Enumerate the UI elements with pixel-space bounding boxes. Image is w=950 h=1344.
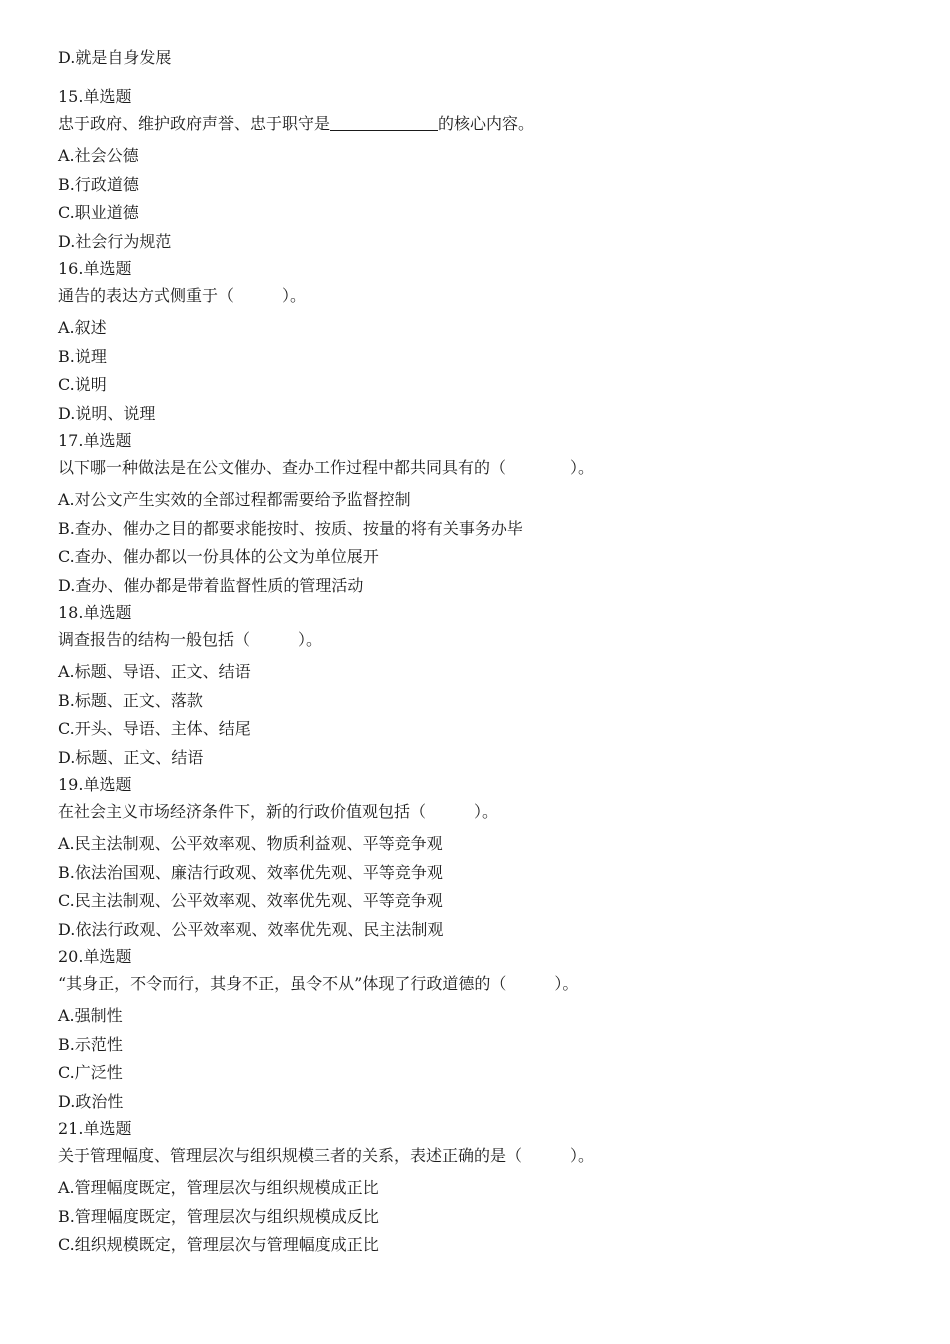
option-a: A.叙述 <box>58 318 107 337</box>
question-number: 16. <box>58 259 84 278</box>
question-stem: 关于管理幅度、管理层次与组织规模三者的关系，表述正确的是（ ）。 <box>58 1146 595 1165</box>
question-type: 单选题 <box>83 259 132 278</box>
option-b: B.行政道德 <box>58 174 139 194</box>
truncated-text: D.就是自身发展 <box>58 48 172 67</box>
question-20 <box>58 944 918 1116</box>
option-d: D.政治性 <box>58 1091 124 1111</box>
option-c: C.职业道德 <box>58 203 139 222</box>
question-19 <box>58 772 918 944</box>
stem-before: 忠于政府、维护政府声誉、忠于职守是 <box>58 114 331 133</box>
question-header <box>58 772 918 797</box>
fill-blank <box>330 114 438 131</box>
question-type: 单选题 <box>83 87 132 106</box>
question-type: 单选题 <box>83 775 132 794</box>
question-stem: 在社会主义市场经济条件下，新的行政价值观包括（ ）。 <box>58 802 499 821</box>
option-b: B.示范性 <box>58 1034 123 1054</box>
option-a: A.对公文产生实效的全部过程都需要给予监督控制 <box>58 490 411 509</box>
stem-after: 的核心内容。 <box>438 114 535 133</box>
option-a: A.管理幅度既定，管理层次与组织规模成正比 <box>58 1178 379 1197</box>
question-stem: 调查报告的结构一般包括（ ）。 <box>58 630 323 649</box>
question-type: 单选题 <box>83 947 132 966</box>
question-number: 20. <box>58 947 84 966</box>
option-b: B.依法治国观、廉洁行政观、效率优先观、平等竞争观 <box>58 862 443 882</box>
question-number: 19. <box>58 775 84 794</box>
question-header <box>58 428 918 453</box>
option-c: C.开头、导语、主体、结尾 <box>58 719 251 738</box>
question-18 <box>58 600 918 772</box>
question-type: 单选题 <box>83 1119 132 1138</box>
question-header <box>58 600 918 625</box>
option-b: B.标题、正文、落款 <box>58 690 203 710</box>
question-stem: “其身正，不令而行，其身不正，虽令不从”体现了行政道德的（ ）。 <box>58 974 579 993</box>
question-number: 17. <box>58 431 84 450</box>
question-15 <box>58 84 918 256</box>
option-a: A.社会公德 <box>58 146 139 165</box>
question-number: 18. <box>58 603 84 622</box>
option-c: C.说明 <box>58 375 107 394</box>
question-header <box>58 84 918 109</box>
question-16 <box>58 256 918 428</box>
option-d: D.社会行为规范 <box>58 231 172 251</box>
question-number: 15. <box>58 87 84 106</box>
question-21 <box>58 1116 918 1260</box>
option-b: B.说理 <box>58 346 107 366</box>
truncated-previous-line <box>58 48 172 74</box>
question-header <box>58 256 918 281</box>
question-type: 单选题 <box>83 431 132 450</box>
option-a: A.强制性 <box>58 1006 123 1025</box>
question-stem: 以下哪一种做法是在公文催办、查办工作过程中都共同具有的（ ）。 <box>58 458 595 477</box>
option-d: D.查办、催办都是带着监督性质的管理活动 <box>58 575 364 595</box>
question-header <box>58 1116 918 1141</box>
option-d: D.说明、说理 <box>58 403 156 423</box>
question-number: 21. <box>58 1119 84 1138</box>
option-c: C.民主法制观、公平效率观、效率优先观、平等竞争观 <box>58 891 443 910</box>
option-c: C.广泛性 <box>58 1063 123 1082</box>
option-b: B.管理幅度既定，管理层次与组织规模成反比 <box>58 1206 379 1226</box>
question-header <box>58 944 918 969</box>
option-d: D.标题、正文、结语 <box>58 747 204 767</box>
question-stem: 通告的表达方式侧重于（ ）。 <box>58 286 307 305</box>
option-c: C.组织规模既定，管理层次与管理幅度成正比 <box>58 1235 379 1254</box>
question-stem <box>58 109 918 138</box>
question-17 <box>58 428 918 600</box>
option-a: A.标题、导语、正文、结语 <box>58 662 251 681</box>
option-a: A.民主法制观、公平效率观、物质利益观、平等竞争观 <box>58 834 443 853</box>
option-d: D.依法行政观、公平效率观、效率优先观、民主法制观 <box>58 919 444 939</box>
question-list <box>58 84 918 1260</box>
question-type: 单选题 <box>83 603 132 622</box>
option-c: C.查办、催办都以一份具体的公文为单位展开 <box>58 547 379 566</box>
option-b: B.查办、催办之目的都要求能按时、按质、按量的将有关事务办毕 <box>58 518 523 538</box>
